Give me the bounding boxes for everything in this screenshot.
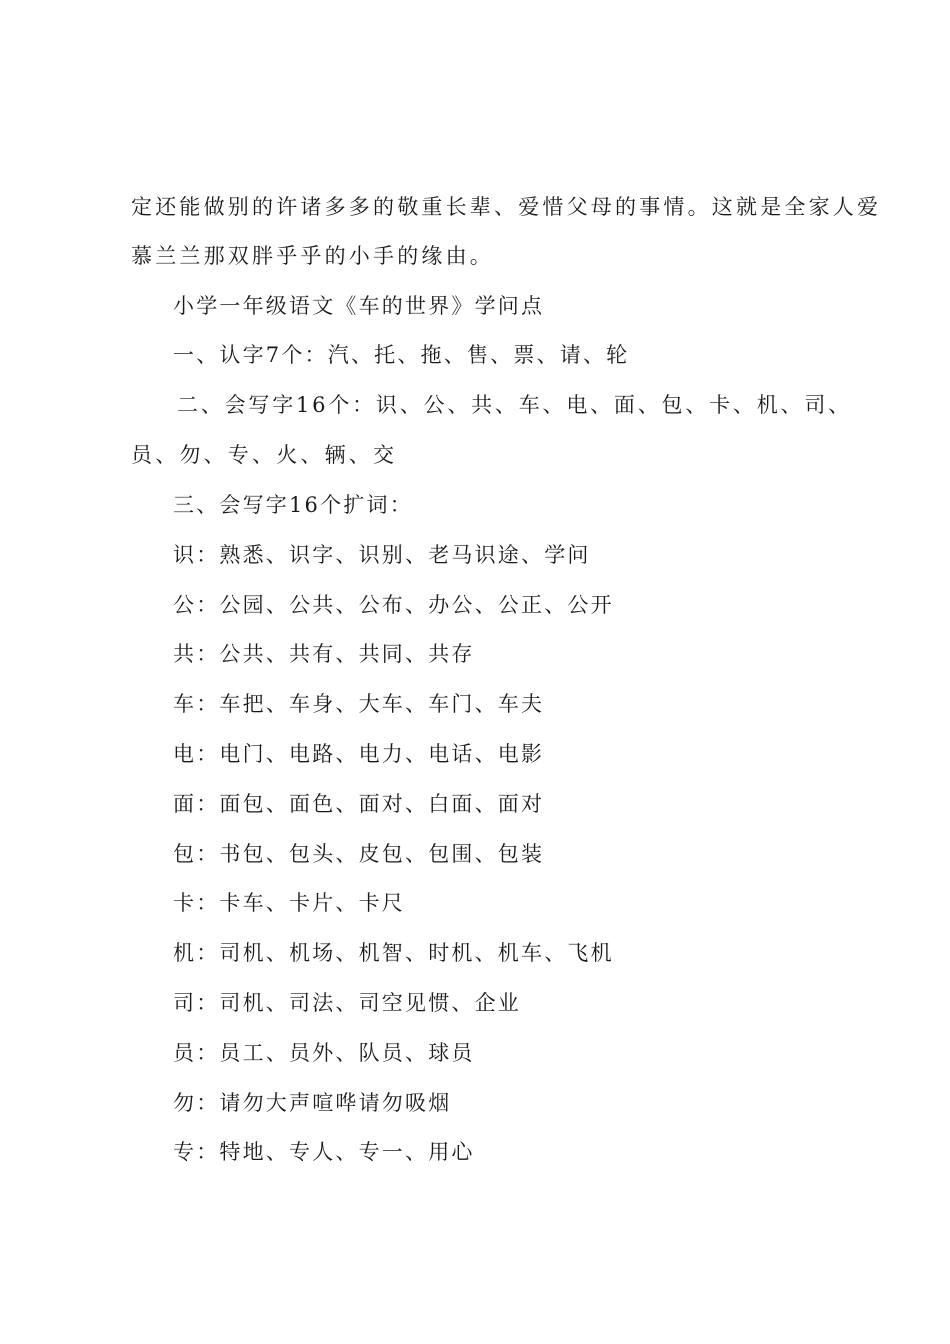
list-item: 三、会写字16个扩词： (173, 493, 413, 517)
list-item: 二、会写字16个：识、公、共、车、电、面、包、卡、机、司、 (177, 393, 852, 417)
list-item-continuation: 员、勿、专、火、辆、交 (131, 443, 398, 467)
word-list-item: 司：司机、司法、司空见惯、企业 (173, 991, 521, 1015)
word-list-item: 公：公园、公共、公布、办公、公正、公开 (173, 593, 614, 617)
list-item: 一、认字7个：汽、托、拖、售、票、请、轮 (173, 343, 630, 367)
word-list-item: 员：员工、员外、队员、球员 (173, 1041, 475, 1065)
word-list-item: 识：熟悉、识字、识别、老马识途、学问 (173, 543, 591, 567)
paragraph-line: 定还能做别的许诸多多的敬重长辈、爱惜父母的事情。这就是全家人爱 (131, 195, 882, 219)
word-list-item: 电：电门、电路、电力、电话、电影 (173, 742, 545, 766)
word-list-item: 车：车把、车身、大车、车门、车夫 (173, 692, 545, 716)
paragraph-line: 慕兰兰那双胖乎乎的小手的缘由。 (131, 244, 494, 268)
word-list-item: 面：面包、面色、面对、白面、面对 (173, 792, 545, 816)
word-list-item: 机：司机、机场、机智、时机、机车、飞机 (173, 941, 614, 965)
word-list-item: 包：书包、包头、皮包、包围、包装 (173, 842, 545, 866)
word-list-item: 勿：请勿大声喧哗请勿吸烟 (173, 1091, 452, 1115)
word-list-item: 共：公共、共有、共同、共存 (173, 642, 475, 666)
word-list-item: 卡：卡车、卡片、卡尺 (173, 891, 405, 915)
section-title: 小学一年级语文《车的世界》学问点 (173, 294, 545, 318)
word-list-item: 专：特地、专人、专一、用心 (173, 1140, 475, 1164)
